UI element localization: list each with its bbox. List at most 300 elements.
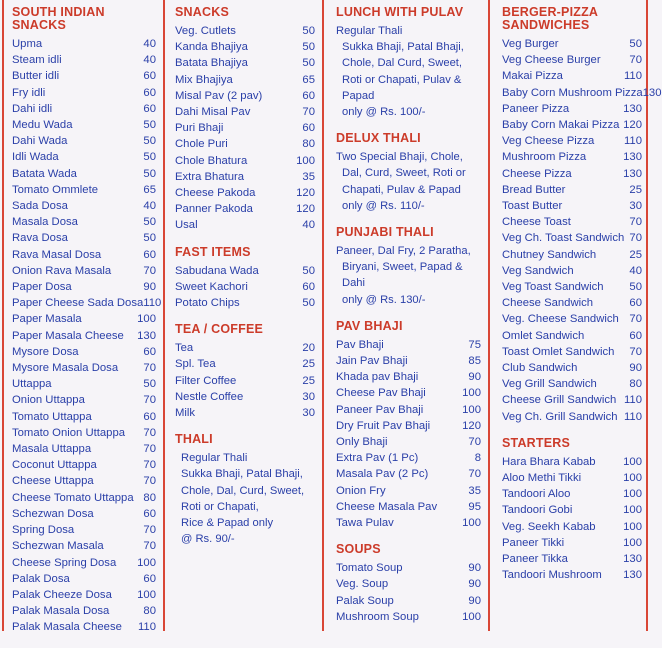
menu-item-name: Schezwan Dosa <box>12 507 94 520</box>
menu-item <box>502 230 642 246</box>
menu-item-name: Mysore Dosa <box>12 345 79 358</box>
menu-item-name: Paneer Tikka <box>502 553 568 566</box>
section-heading <box>502 437 642 450</box>
menu-item-price: 60 <box>143 248 156 261</box>
menu-item-price: 110 <box>623 135 642 148</box>
section-heading <box>175 433 315 446</box>
menu-item-price: 60 <box>143 86 156 99</box>
menu-item-price: 100 <box>623 455 642 468</box>
menu-item-name: Mix Bhajiya <box>175 73 233 86</box>
menu-item-price: 25 <box>629 248 642 261</box>
menu-item <box>12 230 156 246</box>
divider-2 <box>322 0 324 631</box>
menu-item <box>12 473 156 489</box>
menu-item <box>502 247 642 263</box>
menu-item <box>12 619 156 635</box>
menu-item-name: Palak Dosa <box>12 572 70 585</box>
section-soups <box>336 543 481 625</box>
menu-item <box>336 369 481 385</box>
menu-item-name: Paper Masala Cheese <box>12 329 124 342</box>
menu-item <box>336 353 481 369</box>
menu-item-name: Batata Wada <box>12 167 77 180</box>
menu-item-name: Veg Toast Sandwich <box>502 281 604 294</box>
menu-item-name: Tomato Ommlete <box>12 183 99 196</box>
menu-item-name: Fry idli <box>12 86 46 99</box>
menu-item-name: Veg Ch. Toast Sandwich <box>502 232 625 245</box>
menu-item-name: Batata Bhajiya <box>175 57 248 70</box>
section-heading-line: BERGER-PIZZA <box>502 5 599 19</box>
column-snacks <box>175 6 315 559</box>
menu-item <box>12 198 156 214</box>
menu-item-price: 90 <box>143 281 156 294</box>
menu-item <box>502 328 642 344</box>
section-delux-thali <box>336 132 481 214</box>
menu-item <box>175 72 315 88</box>
menu-item-name: Cheese Toast <box>502 216 571 229</box>
menu-item <box>12 538 156 554</box>
menu-item-price: 130 <box>623 151 642 164</box>
section-pav-bhaji <box>336 320 481 531</box>
menu-item-price: 100 <box>462 610 481 623</box>
description-line: Two Special Bhaji, Chole, <box>336 151 463 164</box>
menu-item-price: 8 <box>474 452 481 465</box>
menu-item-price: 110 <box>137 621 156 634</box>
menu-item-price: 50 <box>302 41 315 54</box>
menu-item-name: Palak Masala Cheese <box>12 621 122 634</box>
menu-item-price: 50 <box>143 378 156 391</box>
menu-item-price: 70 <box>143 475 156 488</box>
menu-item <box>502 360 642 376</box>
menu-item-price: 130 <box>642 86 662 99</box>
section-heading-line: SOUTH INDIAN SNACKS <box>12 5 105 32</box>
menu-item-name: Dahi Wada <box>12 135 68 148</box>
menu-item-name: Sada Dosa <box>12 200 68 213</box>
section-heading-line: SNACKS <box>175 5 229 19</box>
menu-item-name: Puri Bhaji <box>175 122 224 135</box>
menu-item <box>502 392 642 408</box>
menu-item-price: 100 <box>462 403 481 416</box>
description-line: Roti or Chapati, <box>181 500 259 513</box>
menu-item-price: 120 <box>296 203 315 216</box>
menu-item-price: 60 <box>302 89 315 102</box>
menu-item-price: 35 <box>302 170 315 183</box>
menu-item <box>12 214 156 230</box>
section-heading-line: TEA / COFFEE <box>175 322 264 337</box>
menu-item-name: Veg Ch. Grill Sandwich <box>502 410 618 423</box>
menu-item <box>502 486 642 502</box>
section-punjabi-thali <box>336 226 481 308</box>
menu-item <box>12 279 156 295</box>
menu-item-name: Paper Cheese Sada Dosa <box>12 297 144 310</box>
menu-item-price: 80 <box>302 138 315 151</box>
menu-item-name: Paneer Pizza <box>502 102 570 115</box>
description-line: only @ Rs. 130/- <box>342 293 426 306</box>
menu-item-price: 50 <box>302 264 315 277</box>
menu-item-name: Tomato Uttappa <box>12 410 92 423</box>
menu-item <box>502 101 642 117</box>
menu-item-price: 90 <box>468 371 481 384</box>
menu-item-price: 70 <box>143 443 156 456</box>
section-starters <box>502 437 642 584</box>
menu-item <box>12 603 156 619</box>
menu-item-price: 80 <box>143 491 156 504</box>
menu-item-name: Dahi idli <box>12 102 53 115</box>
section-snacks <box>175 6 315 234</box>
menu-item <box>175 217 315 233</box>
divider-3 <box>488 0 490 631</box>
section-heading <box>175 323 315 336</box>
menu-item-price: 50 <box>302 297 315 310</box>
menu-item <box>336 593 481 609</box>
menu-item-price: 70 <box>629 345 642 358</box>
menu-item <box>12 247 156 263</box>
menu-item <box>336 466 481 482</box>
menu-item-price: 100 <box>623 504 642 517</box>
menu-item <box>502 470 642 486</box>
menu-item-price: 100 <box>623 472 642 485</box>
menu-item-name: Chole Bhatura <box>175 154 248 167</box>
menu-item-name: Tandoori Gobi <box>502 504 573 517</box>
section-heading <box>336 6 481 19</box>
description-line: Sukka Bhaji, Patal Bhaji, <box>342 41 464 54</box>
menu-item-price: 40 <box>143 38 156 50</box>
menu-item <box>12 441 156 457</box>
menu-item <box>336 560 481 576</box>
description-line: Regular Thali <box>336 25 403 37</box>
menu-item-price: 60 <box>302 122 315 135</box>
menu-item-name: Idli Wada <box>12 151 59 164</box>
menu-item <box>12 166 156 182</box>
menu-item <box>175 373 315 389</box>
menu-item-price: 70 <box>143 524 156 537</box>
section-heading <box>336 226 481 239</box>
menu-item <box>502 149 642 165</box>
menu-item-price: 130 <box>623 569 642 582</box>
menu-item-name: Baby Corn Makai Pizza <box>502 119 620 132</box>
section-heading <box>175 6 315 19</box>
menu-item <box>502 36 642 52</box>
menu-item <box>12 311 156 327</box>
menu-item-name: Mushroom Pizza <box>502 151 587 164</box>
menu-item <box>175 55 315 71</box>
menu-item-name: Only Bhaji <box>336 436 388 449</box>
menu-item <box>502 263 642 279</box>
divider-1 <box>163 0 165 631</box>
menu-item-name: Chole Puri <box>175 138 228 151</box>
section-heading-line: DELUX THALI <box>336 131 421 146</box>
menu-item-name: Toast Omlet Sandwich <box>502 345 615 358</box>
section-berger-pizza-sandwiches <box>502 5 662 425</box>
menu-item-price: 50 <box>143 232 156 245</box>
menu-item-price: 100 <box>137 556 156 569</box>
menu-item <box>175 39 315 55</box>
menu-item-name: Medu Wada <box>12 119 73 132</box>
menu-item <box>502 535 642 551</box>
menu-item-price: 120 <box>623 119 642 132</box>
menu-item <box>336 576 481 592</box>
menu-item-price: 40 <box>629 264 642 277</box>
section-heading-line: SANDWICHES <box>502 18 590 32</box>
section-heading-line: THALI <box>175 432 213 447</box>
menu-item-price: 60 <box>143 410 156 423</box>
menu-item-price: 65 <box>143 183 156 196</box>
menu-item <box>502 52 642 68</box>
menu-item-price: 70 <box>143 362 156 375</box>
menu-item <box>336 450 481 466</box>
menu-item-price: 40 <box>302 219 315 232</box>
menu-item-name: Makai Pizza <box>502 70 563 83</box>
menu-item <box>502 454 642 470</box>
menu-item <box>12 52 156 68</box>
menu-item <box>502 376 642 392</box>
description-line: Roti or Chapati, Pulav & Papad <box>342 73 462 102</box>
section-thali <box>175 433 315 547</box>
menu-item-name: Cheese Uttappa <box>12 475 94 488</box>
menu-item-name: Veg. Cheese Sandwich <box>502 313 619 326</box>
menu-item-name: Rava Dosa <box>12 232 68 245</box>
menu-item-price: 40 <box>143 200 156 213</box>
menu-item <box>12 133 156 149</box>
menu-item-price: 100 <box>462 387 481 400</box>
menu-item-price: 25 <box>302 358 315 371</box>
menu-item-name: Misal Pav (2 pav) <box>175 89 263 102</box>
menu-item-name: Cheese Grill Sandwich <box>502 394 617 407</box>
description-line: Biryani, Sweet, Papad & Dahi <box>342 261 463 290</box>
menu-item <box>502 166 642 182</box>
description-line: Chole, Dal, Curd, Sweet, <box>181 484 305 497</box>
menu-item-name: Cheese Pakoda <box>175 187 256 200</box>
menu-item-price: 70 <box>468 468 481 481</box>
section-heading-line: PUNJABI THALI <box>336 225 434 240</box>
menu-item <box>12 36 156 52</box>
menu-item <box>175 295 315 311</box>
menu-item <box>336 402 481 418</box>
menu-item-name: Mysore Masala Dosa <box>12 362 119 375</box>
menu-item-name: Cheese Pav Bhaji <box>336 387 426 400</box>
column-burger-pizza <box>502 5 662 596</box>
menu-item-price: 65 <box>302 73 315 86</box>
menu-item-price: 120 <box>462 419 481 432</box>
menu-item-name: Veg Sandwich <box>502 264 574 277</box>
menu-item-name: Club Sandwich <box>502 362 578 375</box>
menu-item-price: 130 <box>623 553 642 566</box>
menu-item <box>12 117 156 133</box>
description-line: @ Rs. 90/- <box>181 533 235 546</box>
menu-item-price: 100 <box>623 488 642 501</box>
description-line: Sukka Bhaji, Patal Bhaji, <box>181 468 303 481</box>
section-heading-line: PAV BHAJI <box>336 318 403 333</box>
menu-item-price: 70 <box>629 54 642 67</box>
menu-item-price: 70 <box>468 436 481 449</box>
menu-item-name: Cheese Masala Pav <box>336 500 438 513</box>
menu-item-name: Masala Dosa <box>12 216 78 229</box>
section-heading-line: SOUPS <box>336 542 381 557</box>
menu-item-price: 100 <box>137 313 156 326</box>
menu-item-price: 95 <box>468 500 481 513</box>
menu-item-name: Tandoori Mushroom <box>502 569 602 582</box>
menu-item <box>12 263 156 279</box>
menu-item-price: 50 <box>143 167 156 180</box>
menu-item-name: Cheese Tomato Uttappa <box>12 491 134 504</box>
menu-item-price: 110 <box>143 297 162 310</box>
description-line: Regular Thali <box>181 452 248 465</box>
menu-item-name: Onion Rava Masala <box>12 264 112 277</box>
menu-item-price: 25 <box>629 183 642 196</box>
menu-item <box>502 85 662 101</box>
menu-item <box>502 279 642 295</box>
menu-item-price: 100 <box>296 154 315 167</box>
menu-item-price: 85 <box>468 355 481 368</box>
section-heading-line: FAST ITEMS <box>175 244 251 259</box>
menu-item-price: 50 <box>629 38 642 50</box>
menu-item-name: Veg Cheese Burger <box>502 54 601 67</box>
menu-item <box>12 587 156 603</box>
section-tea-coffee <box>175 323 315 421</box>
menu-item <box>336 337 481 353</box>
menu-item <box>175 88 315 104</box>
section-heading <box>502 6 642 32</box>
menu-item-name: Sweet Kachori <box>175 280 248 293</box>
menu-item <box>336 499 481 515</box>
menu-item-price: 90 <box>468 562 481 575</box>
menu-item-name: Jain Pav Bhaji <box>336 355 408 368</box>
menu-item-name: Butter idli <box>12 70 60 83</box>
divider-left <box>2 0 4 631</box>
menu-item <box>175 201 315 217</box>
menu-item <box>12 409 156 425</box>
menu-item <box>502 502 642 518</box>
section-fast-items <box>175 246 315 312</box>
menu-item <box>502 182 642 198</box>
menu-item <box>12 506 156 522</box>
menu-item-price: 110 <box>623 410 642 423</box>
menu-item-name: Onion Fry <box>336 484 386 497</box>
menu-item-name: Tandoori Aloo <box>502 488 571 501</box>
menu-item-name: Masala Uttappa <box>12 443 92 456</box>
menu-item-name: Paneer Pav Bhaji <box>336 403 424 416</box>
menu-item-price: 70 <box>143 459 156 472</box>
menu-item-name: Baby Corn Mushroom Pizza <box>502 86 643 99</box>
menu-item-price: 50 <box>143 135 156 148</box>
menu-item-price: 70 <box>143 264 156 277</box>
menu-item-name: Bread Butter <box>502 183 566 196</box>
menu-item-price: 30 <box>629 200 642 213</box>
menu-item-name: Spring Dosa <box>12 524 75 537</box>
menu-item <box>175 169 315 185</box>
menu-item-name: Veg. Cutlets <box>175 25 236 37</box>
menu-item-price: 130 <box>623 167 642 180</box>
menu-item-name: Paper Masala <box>12 313 82 326</box>
menu-item-name: Usal <box>175 219 198 232</box>
menu-item-name: Filter Coffee <box>175 374 237 387</box>
menu-item-name: Aloo Methi Tikki <box>502 472 582 485</box>
menu-item-name: Kanda Bhajiya <box>175 41 248 54</box>
menu-item <box>336 483 481 499</box>
menu-item <box>12 328 156 344</box>
menu-item <box>175 405 315 421</box>
menu-item <box>12 360 156 376</box>
menu-item-price: 35 <box>468 484 481 497</box>
menu-item-name: Paper Dosa <box>12 281 72 294</box>
menu-item-price: 30 <box>302 407 315 420</box>
description-line: Paneer, Dal Fry, 2 Paratha, <box>336 245 471 258</box>
section-heading <box>336 132 481 145</box>
menu-item-price: 70 <box>143 426 156 439</box>
menu-item <box>175 120 315 136</box>
menu-item <box>12 571 156 587</box>
menu-item-price: 130 <box>137 329 156 342</box>
section-south-indian-snacks <box>12 5 162 636</box>
menu-item <box>12 85 156 101</box>
menu-item-name: Uttappa <box>12 378 52 391</box>
menu-item <box>502 567 642 583</box>
menu-item-price: 60 <box>143 102 156 115</box>
menu-item <box>12 490 156 506</box>
menu-item-price: 60 <box>143 70 156 83</box>
menu-item-price: 70 <box>143 540 156 553</box>
section-heading <box>175 246 315 259</box>
menu-item-name: Chutney Sandwich <box>502 248 597 261</box>
description-line: Dal, Curd, Sweet, Roti or <box>342 167 466 180</box>
menu-item-name: Rava Masal Dosa <box>12 248 102 261</box>
menu-item-price: 90 <box>629 362 642 375</box>
menu-item-name: Tomato Onion Uttappa <box>12 426 126 439</box>
menu-item-price: 90 <box>468 594 481 607</box>
menu-item-name: Nestle Coffee <box>175 390 244 403</box>
description-line: Rice & Papad only <box>181 517 274 530</box>
menu-item-name: Veg Cheese Pizza <box>502 135 595 148</box>
menu-item-price: 30 <box>302 390 315 403</box>
menu-item-price: 70 <box>629 216 642 229</box>
section-heading-line: LUNCH WITH PULAV <box>336 5 464 19</box>
section-heading <box>12 6 156 32</box>
menu-item-price: 110 <box>623 394 642 407</box>
menu-item <box>12 68 156 84</box>
column-south-indian <box>12 5 162 648</box>
menu-item-price: 50 <box>143 151 156 164</box>
menu-item-name: Dahi Misal Pav <box>175 106 251 119</box>
menu-item-price: 60 <box>302 280 315 293</box>
menu-item <box>502 198 642 214</box>
menu-item <box>502 344 642 360</box>
menu-item-price: 100 <box>137 588 156 601</box>
menu-item <box>175 279 315 295</box>
menu-item <box>175 263 315 279</box>
menu-item-price: 60 <box>143 507 156 520</box>
menu-item <box>336 609 481 625</box>
menu-item-name: Cheese Pizza <box>502 167 572 180</box>
menu-item-price: 70 <box>302 106 315 119</box>
description-line: only @ Rs. 100/- <box>342 106 426 119</box>
menu-item <box>336 385 481 401</box>
menu-item-name: Potato Chips <box>175 297 240 310</box>
menu-item <box>502 214 642 230</box>
menu-item-name: Pav Bhaji <box>336 338 384 351</box>
menu-item-name: Milk <box>175 407 196 420</box>
menu-item-price: 50 <box>143 216 156 229</box>
menu-item-price: 50 <box>629 281 642 294</box>
menu-item-name: Cheese Sandwich <box>502 297 594 310</box>
menu-item-name: Tea <box>175 342 194 355</box>
description-line: only @ Rs. 110/- <box>342 199 425 212</box>
menu-item <box>502 68 642 84</box>
menu-item <box>502 409 642 425</box>
menu-item-price: 80 <box>629 378 642 391</box>
menu-item <box>12 344 156 360</box>
menu-item-name: Onion Uttappa <box>12 394 85 407</box>
menu-item <box>502 311 642 327</box>
menu-item-price: 70 <box>143 394 156 407</box>
